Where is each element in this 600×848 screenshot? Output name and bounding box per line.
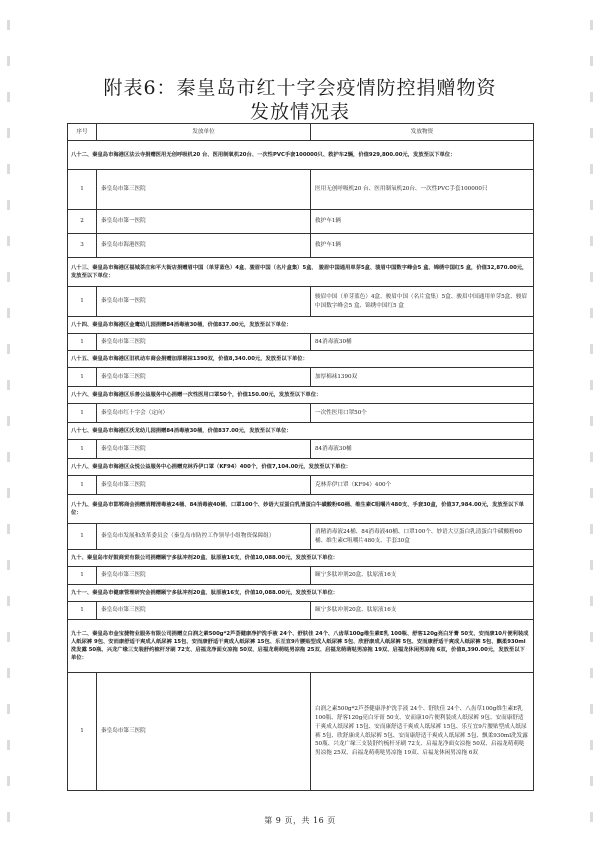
- section-text: 九十、秦皇岛市好鼓商贸有限公司捐赠颐宁多肽冲剂20盒、肽原液16支，价值10,088.00元，发放至以下单位：: [68, 550, 534, 567]
- row-unit: 秦皇岛市第三医院: [97, 602, 311, 620]
- row-unit: 秦皇岛市第三医院: [97, 368, 311, 387]
- section-row: [68, 550, 534, 567]
- table-row: [68, 334, 534, 351]
- row-materials: 救护车1辆: [311, 210, 534, 234]
- section-row: [68, 387, 534, 404]
- table-row: [68, 440, 534, 459]
- row-unit: 秦皇岛市发展和改革委员会（秦皇岛市防控工作领导小组物资保障组）: [97, 524, 311, 550]
- row-unit: 秦皇岛市第三医院: [97, 334, 311, 351]
- section-row: [68, 351, 534, 368]
- row-materials: 颐宁多肽冲剂20盒、肽原液16支: [311, 602, 534, 620]
- section-text: 八十二、秦皇岛市海港区法云寺捐赠医用无创呼吸机20 台、医用制氧机20台、一次性PVC手套100000只、救护车2辆，价值929,800.00元，发放至以下单位：: [68, 141, 534, 170]
- scan-edge-left: [7, 20, 10, 830]
- row-unit: 秦皇岛市第一医院: [97, 287, 311, 317]
- section-row: [68, 459, 534, 476]
- row-no: 1: [68, 334, 97, 351]
- row-no: 1: [68, 567, 97, 585]
- table-row: [68, 404, 534, 423]
- document-subtitle: 发放情况表: [249, 101, 350, 123]
- section-text: 八十四、秦皇岛市海港区金鹰幼儿园捐赠84消毒液30桶，价值837.00元，发放至以下单位：: [68, 317, 534, 334]
- section-row: [68, 258, 534, 287]
- row-materials: 骏眉中国（单芽蓝色）4盒、骏眉中国（名片盒集）5盒、骏眉中国通用单芽5盒、骏眉中国数字峰会5 盒、锦绣中国红5 盒: [311, 287, 534, 317]
- row-unit: 秦皇岛市第三医院: [97, 567, 311, 585]
- row-no: 1: [68, 368, 97, 387]
- header-materials: 发放物资: [311, 124, 534, 141]
- table-row: [68, 476, 534, 495]
- row-materials: 颐宁多肽冲剂20盒、肽原液16支: [311, 567, 534, 585]
- row-no: 1: [68, 524, 97, 550]
- row-no: 1: [68, 170, 97, 210]
- section-row: [68, 620, 534, 673]
- section-text: 八十九、秦皇岛市邯郸商会捐赠消精清毒液24桶、84消毒液40桶、口罩100个、妙语大豆蛋白乳清蛋白牛磺酸粉60桶、维生素C咀嚼片480支、手套30盒，价值37,984.00元，发放至以下单位：: [68, 495, 534, 524]
- section-text: 八十七、秦皇岛市海港区沃龙幼儿园捐赠84消毒液30桶，价值837.00元，发放至以下单位：: [68, 423, 534, 440]
- page-footer: 第 9 页，共 16 页: [264, 816, 336, 825]
- row-no: 1: [68, 476, 97, 495]
- row-materials: 84消毒液30桶: [311, 440, 534, 459]
- table-row: [68, 673, 534, 791]
- row-materials: 一次性医用口罩50个: [311, 404, 534, 423]
- table-row: [68, 287, 534, 317]
- section-text: 八十三、秦皇岛市海港区福城茶庄和平大街店捐赠眉中国（单芽蓝色）4盒、骏眉中国（名片盒集）5盒、 骏眉中国通用单芽5盒、骏眉中国数字峰会5 盒、锦绣中国红5 盒，价值32,870.00元，发放至以下单位：: [68, 258, 534, 287]
- row-unit: 秦皇岛市第一医院: [97, 210, 311, 234]
- section-text: 八十八、秦皇岛市海港区众悦公益服务中心捐赠克林乔伊口罩（KF94）400个，价值7,104.00元，发放至以下单位：: [68, 459, 534, 476]
- row-materials: 消精消毒液24桶、84消毒液40桶、口罩100个、妙语大豆蛋白乳清蛋白牛磺酸粉60桶、维生素C咀嚼片480支、手套30盒: [311, 524, 534, 550]
- section-row: [68, 423, 534, 440]
- row-materials: 加厚棉袜1390双: [311, 368, 534, 387]
- header-no: 序号: [68, 124, 97, 141]
- section-text: 九十二、秦皇岛市金宝捷物业服务有限公司捐赠立白润之素500g*2芦荟健康净护洗手液 24个、舒肤佳 24个、八齿草100g维生素E乳 100瓶、舒客120g亮白牙膏 50支、安而康10片便利装成人纸尿裤 9包、安而康舒适干爽成人纸尿裤 15包、安而康舒适干爽成人纸尿裤 15包、乐互宜9片腰贴型成人纸尿裤 5包、欣舒康成人纸尿裤 5包、安而康舒适干爽成人纸尿裤 5包、飘柔930ml洗发露 50瓶、兴龙广缘三支装舒约梳杆牙刷 72支、启福龙净面女凉拖 50双、启福龙萌萌哒男凉拖 25双、启福龙萌萌哒男凉拖 19双、启福龙休闲男凉拖 6双，价值8,390.00元，发放至以下单位：: [68, 620, 534, 673]
- table-header-row: [68, 124, 534, 141]
- header-unit: 发放单位: [97, 124, 311, 141]
- row-unit: 秦皇岛市第三医院: [97, 170, 311, 210]
- row-unit: 秦皇岛市第三医院: [97, 440, 311, 459]
- section-row: [68, 495, 534, 524]
- section-text: 八十五、秦皇岛市海港区旧机动车商会捐赠加厚棉袜1390双，价值8,340.00元，发放至以下单位：: [68, 351, 534, 368]
- row-no: 1: [68, 673, 97, 791]
- scan-edge-right: [590, 20, 593, 830]
- row-unit: 秦皇岛市红十字会（定向）: [97, 404, 311, 423]
- row-no: 1: [68, 602, 97, 620]
- row-no: 1: [68, 404, 97, 423]
- table-row: [68, 567, 534, 585]
- row-unit: 秦皇岛市第三医院: [97, 673, 311, 791]
- section-row: [68, 141, 534, 170]
- table-row: [68, 170, 534, 210]
- table-row: [68, 210, 534, 234]
- row-no: 2: [68, 210, 97, 234]
- row-unit: 秦皇岛市海港医院: [97, 234, 311, 258]
- section-text: 八十六、秦皇岛市海港区乐善公益服务中心捐赠一次性医用口罩50个，价值150.00元，发放至以下单位：: [68, 387, 534, 404]
- row-no: 1: [68, 440, 97, 459]
- section-row: [68, 585, 534, 602]
- distribution-table: [67, 123, 534, 791]
- document-title: 附表6：秦皇岛市红十字会疫情防控捐赠物资: [103, 77, 497, 99]
- table-row: [68, 524, 534, 550]
- row-no: 1: [68, 287, 97, 317]
- row-materials: 救护车1辆: [311, 234, 534, 258]
- row-materials: 医用无创呼吸机20 台、医用制氧机20台、一次性PVC手套100000只: [311, 170, 534, 210]
- row-no: 3: [68, 234, 97, 258]
- row-materials: 白润之素500g*2芦荟健康净护洗手液 24个、舒肤佳 24个、八齿草100g维生素E乳 100瓶、舒客120g亮白牙膏 50支、安而康10片便利装成人纸尿裤 9包、安而康舒适干爽成人纸尿裤 15包、安而康舒适干爽成人纸尿裤 15包、乐互宜9片腰贴型成人纸尿裤 5包、欣舒康成人纸尿裤 5包、安而康舒适干爽成人纸尿裤 5包、飘柔930ml洗发露 50瓶、兴龙广缘三支装舒约梳杆牙刷 72支、启福龙净面女凉拖 50双、启福龙萌萌哒男凉拖 25双、启福龙萌萌哒男凉拖 19双、启福龙休闲男凉拖 6双: [311, 673, 534, 791]
- table-row: [68, 234, 534, 258]
- section-text: 九十一、秦皇岛市健康管理研究会捐赠颐宁多肽冲剂20盒、肽原液16支，价值10,088.00元，发放至以下单位：: [68, 585, 534, 602]
- row-unit: 秦皇岛市第三医院: [97, 476, 311, 495]
- row-materials: 84消毒液30桶: [311, 334, 534, 351]
- table-row: [68, 602, 534, 620]
- row-materials: 克林乔伊口罩（KF94）400个: [311, 476, 534, 495]
- table-row: [68, 368, 534, 387]
- section-row: [68, 317, 534, 334]
